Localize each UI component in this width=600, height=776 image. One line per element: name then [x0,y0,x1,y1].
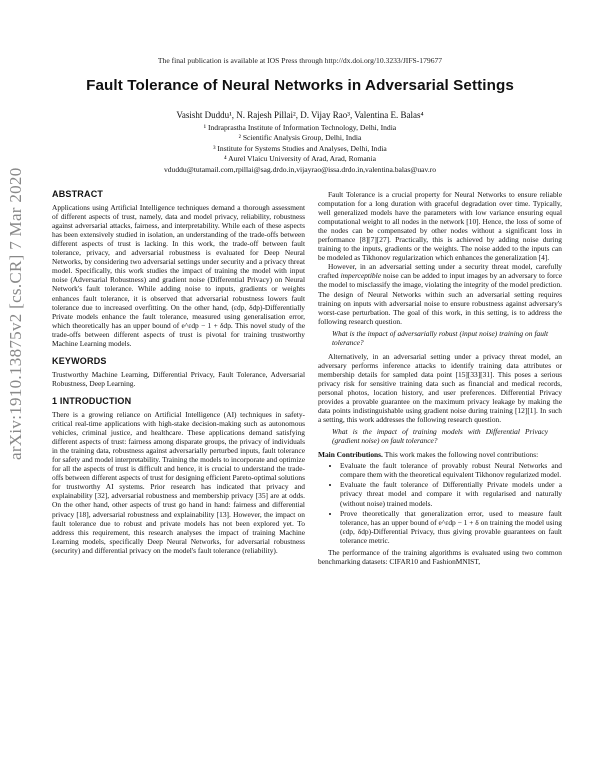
research-question-1: What is the impact of adversarially robust (input noise) training on fault tolerance? [332,328,548,347]
publication-notice: The final publication is available at IOS Press through http://dx.doi.org/10.3233/JIFS-179677 [157,56,443,65]
affiliation-1: ¹ Indraprastha Institute of Information Technology, Delhi, India [203,123,397,132]
research-question-2: What is the impact of training models with Differential Privacy (gradient noise) on fault tolerance? [332,427,548,446]
imperceptible-emphasis: imperceptible [340,271,381,281]
contribution-item: • Prove theoretically that generalization error, used to measure fault tolerance, has an upper bound of e^εdp − 1 + δ on training the model using (εdp, δdp)-Differential Privacy, thus giving provable guarantees on fault tolerance metric. [340,509,562,545]
security-text-b: noise can be added to input images by an adversary to force the model to misclassify the image, violating the integrity of the model prediction. The design of Neural Networks within such an adversarial setting requires training on inputs with adversarial noise to ensure robustness against adversary's worst-case perturbation. The goal of this work, in this setting, is to address the following research question. [318,271,562,326]
abstract-heading: ABSTRACT [52,189,104,199]
contribution-item: • Evaluate the fault tolerance of Differentially Private models under a privacy threat model and compare it with regularised and naturally (without noise) trained models. [340,480,562,507]
abstract-text: Applications using Artificial Intelligence techniques demand a thorough assessment of different aspects of trust, namely, data and model privacy, reliability, robustness against adversarial attacks, fairness, and interpretability. While each of these aspects has been extensively studied in isolation, an understanding of the trade-offs between different aspects of trust is lacking. In this work, the trade-off between fault tolerance, privacy, and adversarial robustness is evaluated for Deep Neural Networks, by considering two adversarial settings under security and a privacy threat model. Specifically, this work studies the impact of training the model with input noise (Adversarial Robustness) and gradient noise (Differential Privacy) on Neural Network's fault tolerance. While adding noise to inputs, gradients or weights enhances fault tolerance, it is observed that adversarial robustness lowers fault tolerance due to increased overfitting. On the other hand, (εdp, δdp)-Differentially Private models enhance the fault tolerance, measured using generalisation error, which theoretically has an upper bound of e^εdp − 1 + δdp. This novel study of the trade-offs between different aspects of trust is pivotal for training trustworthy Machine Learning models. [52,203,305,348]
contributions-intro [318,450,562,459]
right-column [318,190,562,566]
author-emails: vduddu@tutamail.com,rpillai@sag.drdo.in,vijayrao@issa.drdo.in,valentina.balas@uav.ro [163,164,437,174]
fault-tolerance-paragraph: Fault Tolerance is a crucial property for Neural Networks to ensure reliable computation for a long duration with graceful degradation over time. Typically, well generalized models have the parameters with low variance ensuring equal computational weight to all nodes in the network [10]. Hence, the loss of some of the nodes can be compensated by other nodes without a significant loss in performance [8][7][27]. Practically, this is achieved by adding noise during training to the inputs, gradients or the weights. The noise added to the inputs can be modeled as Tikhonov regularization which enhances the generalization [4]. [318,190,562,263]
introduction-text: There is a growing reliance on Artificial Intelligence (AI) techniques in safety-critical real-time applications with high-stake decision-making such as autonomous vehicles, criminal justice, and healthcare. These applications demand satisfying different aspects of trust: fairness among disparate groups, the privacy of individuals in the training data, robustness against adversarially perturbed inputs, fault tolerance for safety and model interpretability. Training the models to incorporate and optimize for all the aspects of trust is difficult and hence, it is crucial to understand the trade-offs between different aspects of trust for designing efficient Pareto-optimal solutions for trustworthy AI systems. Prior research has indicated that privacy and explainability [32], adversarial robustness and membership privacy [35] are at odds. On the other hand, other aspects of trust go hand in hand: fairness and differential privacy [18], adversarial robustness and explainability [13]. However, the impact on fault tolerance due to robust and private models has not been explored yet. To address this requirement, this research analyses the impact of training Machine Learning models, specifically Deep Neural Networks, for adversarial robustness (security) and differential privacy on the model's fault tolerance (reliability). [52,409,305,555]
security-text-a: However, in an adversarial setting under a security threat model, carefully crafted [318,262,562,281]
left-column [52,190,305,555]
affiliation-3: ³ Institute for Systems Studies and Analyses, Delhi, India [213,143,387,153]
keywords-text: Trustworthy Machine Learning, Differential Privacy, Fault Tolerance, Adversarial Robustness, Deep Learning. [52,369,305,388]
contribution-item: • Evaluate the fault tolerance of provably robust Neural Networks and compare them with the theoretical equivalent Tikhonov regularized model. [340,461,562,479]
keywords-heading: KEYWORDS [52,355,107,366]
privacy-threat-paragraph: Alternatively, in an adversarial setting under a privacy threat model, an adversary performs inference attacks to identify training data attributes or membership details for sampled data point [15][33][31]. This poses a serious privacy risk for sensitive training data such as financial and medical records, personal photos, location history, and user preferences. Differential Privacy provides a provable guarantee on the maximum privacy leakage by making the data points indistinguishable using gradient noise during training [12][1]. In such a setting, this work addresses the following research question. [318,351,562,425]
evaluation-paragraph: The performance of the training algorithms is evaluated using two common benchmarking datasets: CIFAR10 and FashionMNIST, [318,547,562,566]
paper-title: Fault Tolerance of Neural Networks in Adversarial Settings [86,77,514,94]
affiliations [0,123,600,175]
contributions-heading: Main Contributions. [318,450,383,460]
contributions-text: This work makes the following novel contributions: [382,450,539,460]
security-threat-paragraph [318,262,562,325]
contributions-list [318,461,562,544]
introduction-heading: 1 INTRODUCTION [52,395,132,406]
affiliation-4: ⁴ Aurel Vlaicu University of Arad, Arad, Romania [223,154,377,164]
author-list: Vasisht Duddu¹, N. Rajesh Pillai², D. Vijay Rao³, Valentina E. Balas⁴ [176,110,424,120]
arxiv-watermark: arXiv:1910.13875v2 [cs.CR] 7 Mar 2020 [6,167,25,460]
affiliation-2: ² Scientific Analysis Group, Delhi, India [238,133,362,143]
